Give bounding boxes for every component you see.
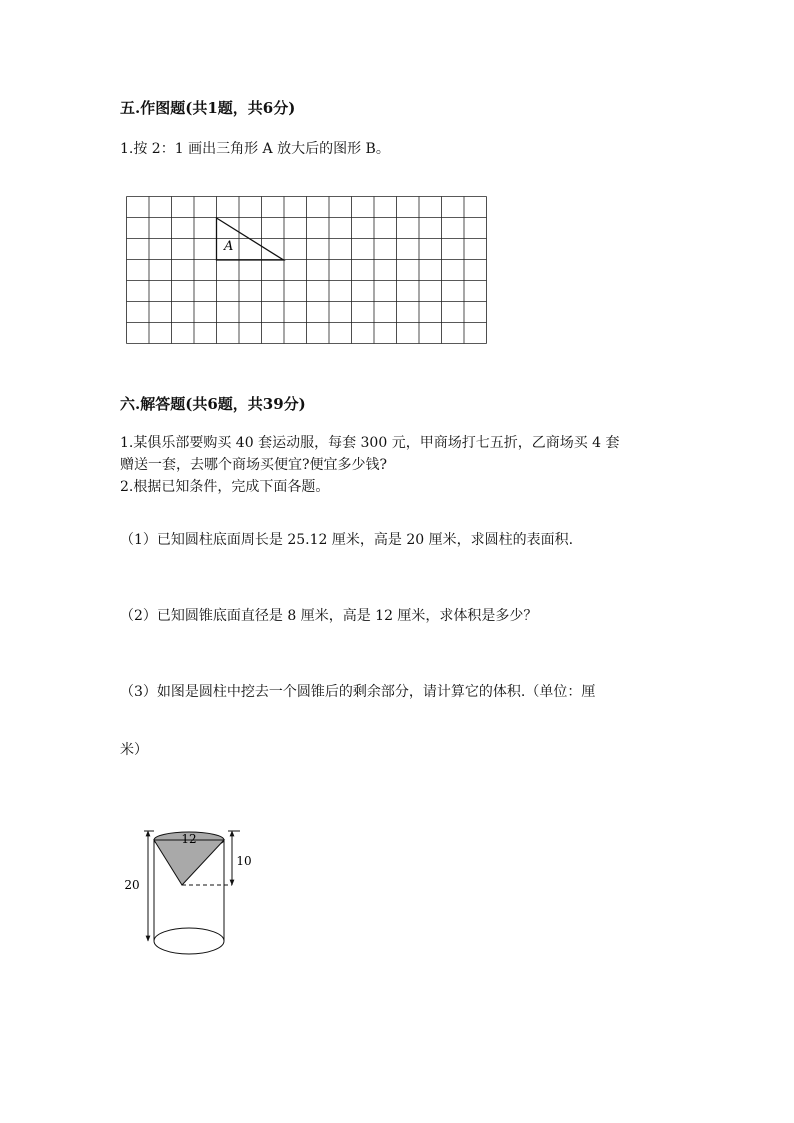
- section6-title: 六.解答题(共6题，共39分): [120, 395, 306, 413]
- grid-lines: [127, 197, 487, 344]
- subquestion-2: （2）已知圆锥底面直径是 8 厘米，高是 12 厘米，求体积是多少？: [120, 608, 538, 624]
- cone-height-label: 10: [236, 854, 252, 868]
- diameter-label: 12: [181, 832, 197, 846]
- subquestion-3-line1: （3）如图是圆柱中挖去一个圆锥后的剩余部分，请计算它的体积.（单位：厘: [120, 684, 596, 700]
- subquestion-3-line2: 米）: [120, 742, 148, 758]
- section5-title: 五.作图题(共1题，共6分): [120, 99, 296, 117]
- cylinder-bottom-ellipse: [154, 928, 224, 954]
- grid-figure: [126, 196, 490, 348]
- section6-question-1-line2: 赠送一套，去哪个商场买便宜?便宜多少钱?: [120, 457, 388, 473]
- cylinder-cone-figure: [118, 818, 263, 958]
- section6-question-2: 2.根据已知条件，完成下面各题。: [120, 479, 330, 495]
- cone-shape: [154, 840, 224, 885]
- cylinder-height-label: 20: [124, 878, 140, 892]
- section6-question-1-line1: 1.某俱乐部要购买 40 套运动服，每套 300 元，甲商场打七五折，乙商场买 4 套: [120, 435, 620, 451]
- subquestion-1: （1）已知圆柱底面周长是 25.12 厘米，高是 20 厘米，求圆柱的表面积.: [120, 532, 574, 548]
- section5-question-1: 1.按 2：1 画出三角形 A 放大后的图形 B。: [120, 141, 390, 157]
- triangle-label: A: [224, 239, 234, 254]
